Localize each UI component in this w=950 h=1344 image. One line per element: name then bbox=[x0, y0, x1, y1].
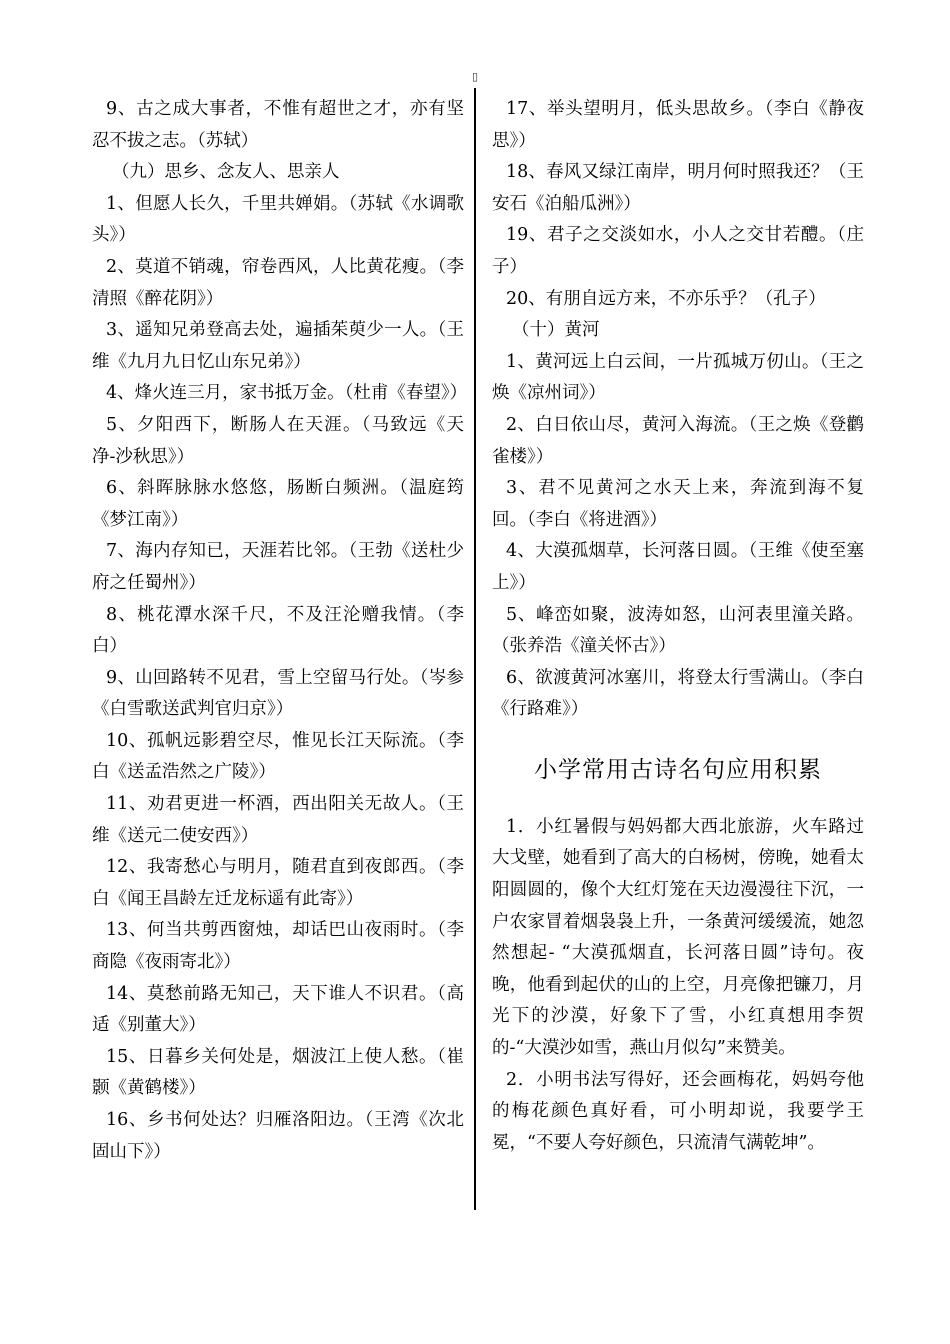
list-item: 3、君不见黄河之水天上来，奔流到海不复回。（李白《将进酒》） bbox=[492, 478, 864, 530]
list-item: 14、莫愁前路无知己，天下谁人不识君。（高适《别董大》） bbox=[92, 983, 464, 1036]
application-paragraph: 1．小红暑假与妈妈都大西北旅游，火车路过大戈壁，她看到了高大的白杨树，傍晚，她看太阳圆圆的，像个大红灯笼在天边漫漫往下沉，一户农家冒着烟袅袅上升，一条黄河缓缓流，她忽然想起- “大漠孤烟直，长河落日圆”诗句。夜晚，他看到起伏的山的上空，月亮像把镰刀，月光下的沙漠，好象下了雪，小红真想用李贺的-“大漠沙如雪，燕山月似勾”来赞美。 bbox=[492, 816, 864, 1059]
list-item: 9、山回路转不见君，雪上空留马行处。（岑参《白雪歌送武判官归京》） bbox=[92, 667, 464, 720]
list-item: 7、海内存知已，天涯若比邻。（王勃《送杜少府之任蜀州》） bbox=[92, 541, 464, 593]
right-column bbox=[492, 94, 864, 1159]
list-item: 8、桃花潭水深千尺，不及汪沦赠我情。（李白） bbox=[92, 604, 464, 657]
list-item: 1、但愿人长久，千里共婵娟。（苏轼《水调歌头》） bbox=[92, 193, 464, 246]
list-item: 3、遥知兄弟登高去处，遍插茱萸少一人。（王维《九月九日忆山东兄弟》） bbox=[92, 320, 464, 372]
left-column bbox=[92, 94, 468, 1168]
list-item: 12、我寄愁心与明月，随君直到夜郎西。（李白《闻王昌龄左迁龙标遥有此寄》） bbox=[92, 857, 464, 909]
list-item: 10、孤帆远影碧空尽，惟见长江天际流。（李白《送孟浩然之广陵》） bbox=[92, 730, 464, 783]
list-item: 6、欲渡黄河冰塞川，将登太行雪满山。（李白《行路难》） bbox=[492, 667, 864, 720]
list-item: 4、大漠孤烟草，长河落日圆。（王维《使至塞上》） bbox=[492, 541, 864, 593]
list-item: 6、斜晖脉脉水悠悠，肠断白频洲。（温庭筠《梦江南》） bbox=[92, 478, 464, 530]
section-heading-yellow-river: （十）黄河 bbox=[512, 320, 600, 341]
list-item: 15、日暮乡关何处是，烟波江上使人愁。（崔颢《黄鹤楼》） bbox=[92, 1046, 464, 1099]
list-item: 9、古之成大事者，不惟有超世之才，亦有坚忍不拔之志。（苏轼） bbox=[92, 99, 464, 151]
list-item: 5、夕阳西下，断肠人在天涯。（马致远《天净-沙秋思》） bbox=[92, 414, 464, 467]
application-paragraphs bbox=[492, 812, 864, 1160]
list-item: 2、莫道不销魂，帘卷西风，人比黄花瘦。（李清照《醉花阴》） bbox=[92, 256, 464, 309]
list-item: 1、黄河远上白云间，一片孤城万仞山。（王之焕《凉州词》） bbox=[492, 351, 864, 404]
list-item: 17、举头望明月，低头思故乡。（李白《静夜思》） bbox=[492, 99, 864, 151]
list-item: 19、君子之交淡如水，小人之交甘若醴。（庄子） bbox=[492, 225, 864, 277]
list-item: 4、烽火连三月，家书抵万金。（杜甫《春望》） bbox=[106, 383, 468, 404]
list-item: 20、有朋自远方来，不亦乐乎？（孔子） bbox=[506, 288, 826, 309]
list-item: 2、白日依山尽，黄河入海流。（王之焕《登鹳雀楼》） bbox=[492, 414, 864, 467]
list-item: 13、何当共剪西窗烛，却话巴山夜雨时。（李商隐《夜雨寄北》） bbox=[92, 920, 464, 973]
section-heading-homesick: （九）思乡、念友人、思亲人 bbox=[112, 162, 340, 183]
column-divider bbox=[474, 88, 476, 1210]
header-mark: ▯ bbox=[472, 70, 479, 83]
list-item: 11、劝君更进一杯酒，西出阳关无故人。（王维《送元二使安西》） bbox=[92, 794, 464, 846]
list-item: 5、峰峦如聚，波涛如怒，山河表里潼关路。（张养浩《潼关怀古》） bbox=[492, 604, 864, 657]
list-item: 18、春风又绿江南岸，明月何时照我还？（王安石《泊船瓜洲》） bbox=[492, 162, 864, 214]
list-item: 16、乡书何处达？归雁洛阳边。（王湾《次北固山下》） bbox=[92, 1110, 464, 1162]
section-title: 小学常用古诗名句应用积累 bbox=[534, 756, 822, 783]
application-paragraph: 2．小明书法写得好，还会画梅花，妈妈夸他的梅花颜色真好看，可小明却说，我要学王冕，“不要人夸好颜色，只流清气满乾坤”。 bbox=[492, 1069, 864, 1153]
